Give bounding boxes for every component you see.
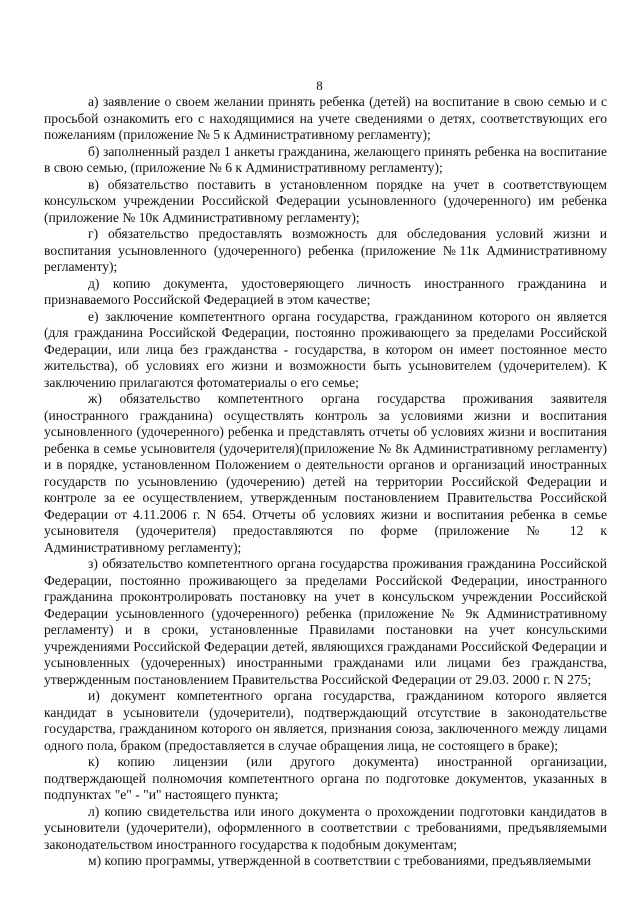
paragraph-d: д) копию документа, удостоверяющего личность иностранного гражданина и признаваемого Российской Федерацией в этом качестве; [44,275,607,307]
paragraph-zh: ж) обязательство компетентного органа государства проживания заявителя (иностранного гражданина) осуществлять контроль за условиями жизни и воспитания усыновленного (удочеренного) ребенка и представлять отчеты об условиях жизни и воспитания ребенка в семье усыновителя (удочерителя)(приложение № 8к Административному регламенту) и в порядке, установленном Положением о деятельности органов и организаций иностранных государств по усыновлению (удочерению) детей на территории Российской Федерации и контроле за ее осуществлением, утвержденным постановлением Правительства Российской Федерации от 4.11.2006 г. N 654. Отчеты об условиях жизни и воспитания ребенка в семье усыновителя (удочерителя) предоставляются по форме (приложение № 12 к Административному регламенту); [44,391,607,555]
paragraph-k: к) копию лицензии (или другого документа) иностранной организации, подтверждающей полномочия компетентного органа по подготовке документов, указанных в подпунктах "е" - "и" настоящего пункта; [44,754,607,802]
document-body [44,94,607,870]
paragraph-z: з) обязательство компетентного органа государства проживания гражданина Российской Федерации, постоянно проживающего за пределами Российской Федерации, иностранного гражданина проконтролировать постановку на учет в консульском учреждении Российской Федерации усыновленного (удочеренного) ребенка (приложение № 9к Административному регламенту) и в сроки, установленные Правилами постановки на учет консульскими учреждениями Российской Федерации детей, являющихся гражданами Российской Федерации и усыновленных (удочеренных) иностранными гражданами или лицами без гражданства, утвержденным постановлением Правительства Российской Федерации от 29.03. 2000 г. N 275; [44,556,607,687]
paragraph-i: и) документ компетентного органа государства, гражданином которого является кандидат в усыновители (удочерители), подтверждающий отсутствие в законодательстве государства, гражданином которого он является, признания союза, заключенного между лицами одного пола, браком (предоставляется в случае обращения лица, не состоящего в браке); [44,688,607,753]
paragraph-e: е) заключение компетентного органа государства, гражданином которого он является (для гражданина Российской Федерации, постоянно проживающего за пределами Российской Федерации, или лица без гражданства - государства, в котором он имеет постоянное место жительства), об условиях его жизни и возможности быть усыновителем (удочерителем). К заключению прилагаются фотоматериалы о его семье; [44,308,607,390]
page-number: 8 [316,78,323,93]
paragraph-v: в) обязательство поставить в установленном порядке на учет в соответствующем консульском учреждении Российской Федерации усыновленного (удочеренного) им ребенка (приложение № 10к Административному регламенту); [44,176,607,225]
paragraph-g: г) обязательство предоставлять возможность для обследования условий жизни и воспитания усыновленного (удочеренного) ребенка (приложение №11к Административному регламенту); [44,226,607,274]
paragraph-l: л) копию свидетельства или иного документа о прохождении подготовки кандидатов в усыновители (удочерители), оформленного в соответствии с требованиями, предъявляемыми законодательством иностранного государства к подобным документам; [44,803,607,852]
paragraph-m: м) копию программы, утвержденной в соответствии с требованиями, предъявляемыми [88,853,591,868]
paragraph-a: а) заявление о своем желании принять ребенка (детей) на воспитание в свою семью и с просьбой ознакомить его с находящимися на учете сведениями о детях, соответствующих его пожеланиям (приложение № 5 к Административному регламенту); [44,94,607,142]
paragraph-b: б) заполненный раздел 1 анкеты гражданина, желающего принять ребенка на воспитание в свою семью, (приложение № 6 к Административному регламенту); [44,143,607,175]
